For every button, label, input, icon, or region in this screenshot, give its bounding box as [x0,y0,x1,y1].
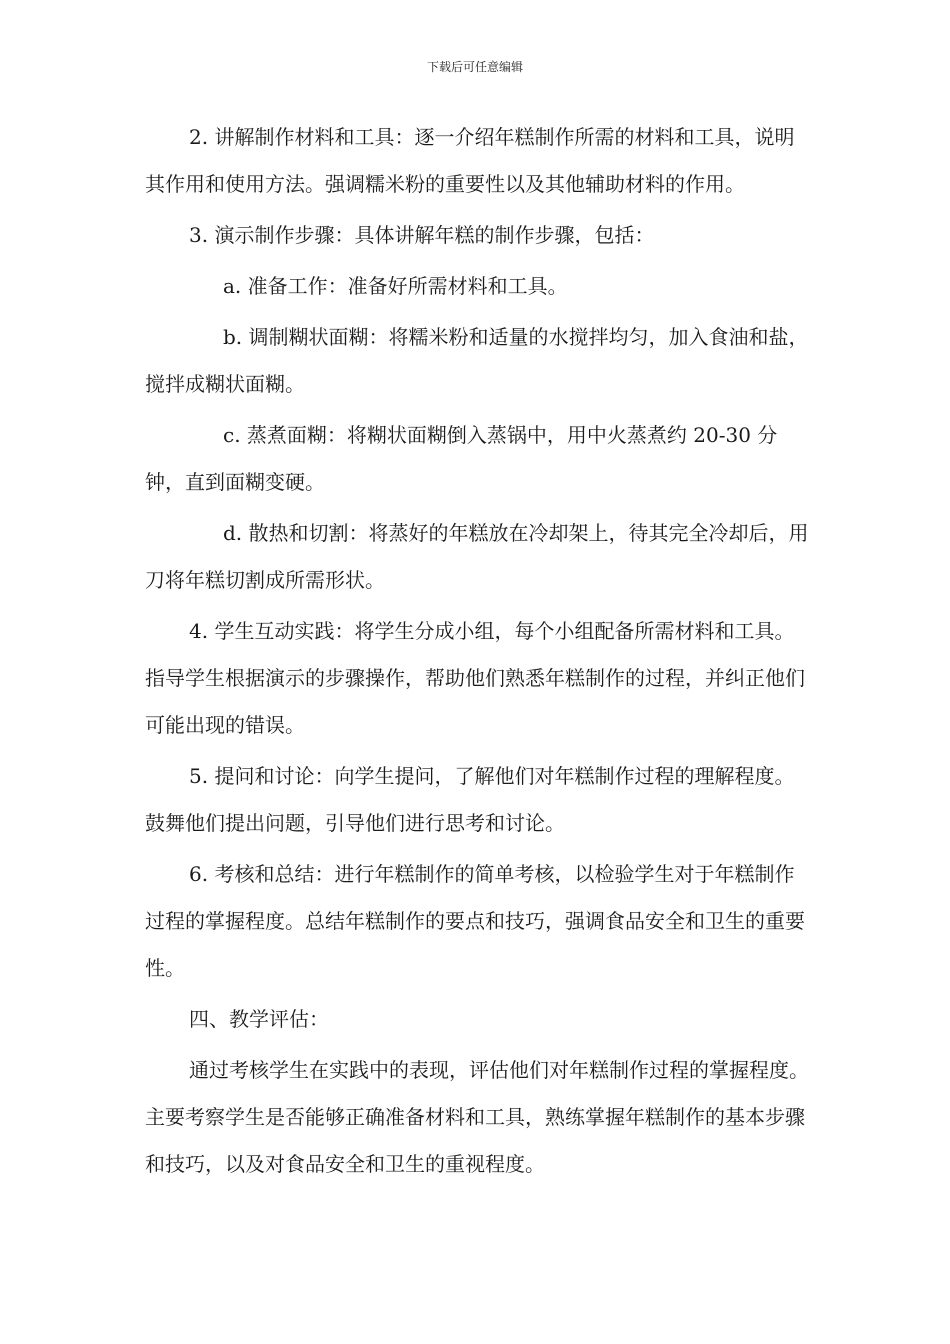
document-body [145,114,810,1192]
page-header: 下载后可任意编辑 [426,60,523,74]
substep-c-paragraph: c. 蒸煮面糊：将糊状面糊倒入蒸锅中，用中火蒸煮约 20-30 分钟，直到面糊变硬。 [145,423,778,494]
evaluation-paragraph: 通过考核学生在实践中的表现，评估他们对年糕制作过程的掌握程度。主要考察学生是否能够正确准备材料和工具，熟练掌握年糕制作的基本步骤和技巧，以及对食品安全和卫生的重视程度。 [145,1058,809,1176]
substep-a-paragraph: a. 准备工作：准备好所需材料和工具。 [223,274,568,298]
step-4-paragraph: 4. 学生互动实践：将学生分成小组，每个小组配备所需材料和工具。指导学生根据演示的步骤操作，帮助他们熟悉年糕制作的过程，并纠正他们可能出现的错误。 [145,619,805,737]
substep-d-paragraph: d. 散热和切割：将蒸好的年糕放在冷却架上，待其完全冷却后，用刀将年糕切割成所需形状。 [145,521,809,592]
step-2-paragraph: 2. 讲解制作材料和工具：逐一介绍年糕制作所需的材料和工具，说明其作用和使用方法。强调糯米粉的重要性以及其他辅助材料的作用。 [145,125,795,196]
step-5-paragraph: 5. 提问和讨论：向学生提问，了解他们对年糕制作过程的理解程度。鼓舞他们提出问题，引导他们进行思考和讨论。 [145,764,795,835]
section-heading: 四、教学评估： [189,1007,329,1031]
step-6-paragraph: 6. 考核和总结：进行年糕制作的简单考核，以检验学生对于年糕制作过程的掌握程度。总结年糕制作的要点和技巧，强调食品安全和卫生的重要性。 [145,862,805,980]
substep-b-paragraph: b. 调制糊状面糊：将糯米粉和适量的水搅拌均匀，加入食油和盐，搅拌成糊状面糊。 [145,325,809,396]
step-3-paragraph: 3. 演示制作步骤：具体讲解年糕的制作步骤，包括： [189,223,655,247]
